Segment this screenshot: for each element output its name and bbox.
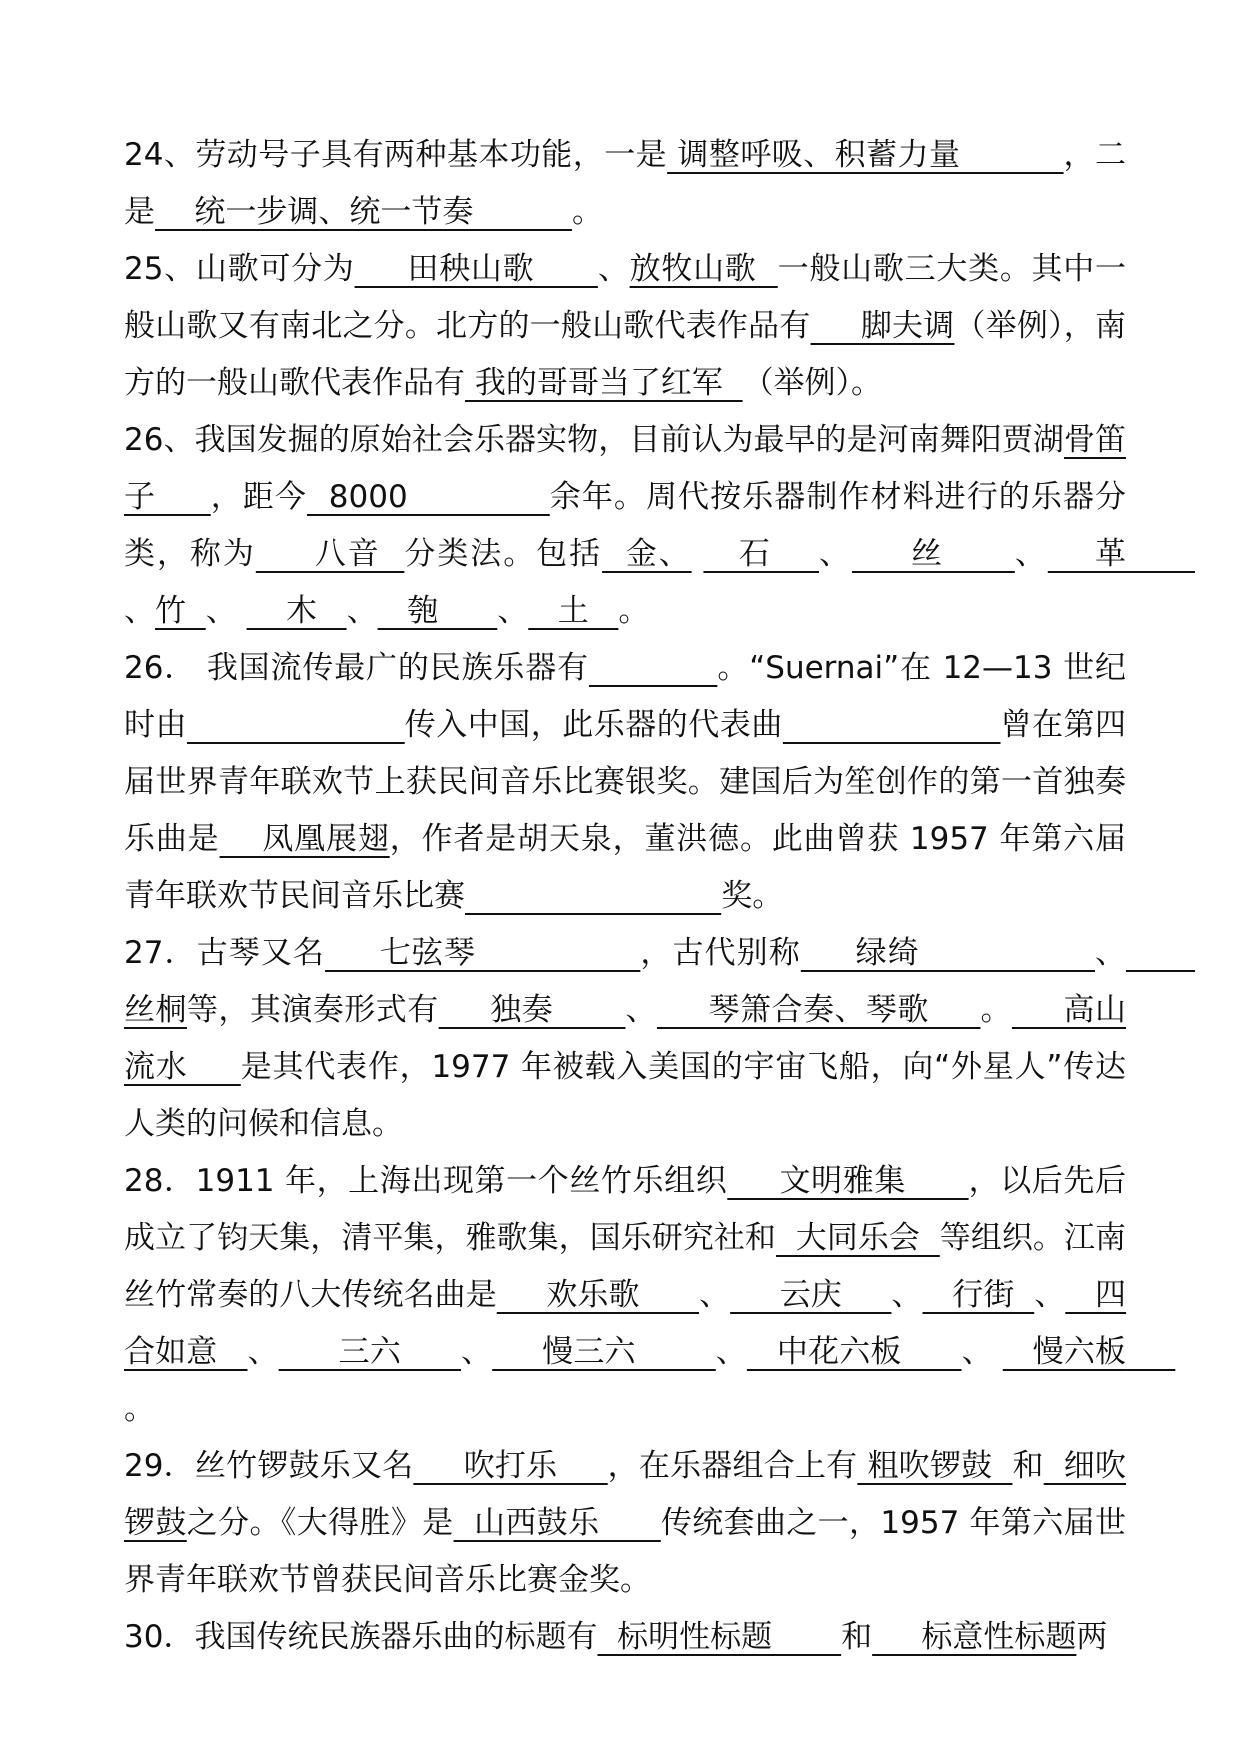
answer-blank: 慢三六 [492, 1334, 716, 1370]
answer-blank: 文明雅集 [727, 1163, 969, 1199]
answer-blank: 三六 [278, 1334, 462, 1370]
question-q26b [124, 640, 1126, 925]
question-q24 [124, 127, 1126, 241]
answer-blank: 细吹锣鼓 [124, 1448, 1127, 1541]
question-text: 分类法。包括 [404, 536, 603, 572]
question-text: 。 [618, 593, 650, 629]
answer-blank: 丝桐 [124, 935, 1195, 1028]
question-text: 曾在第四届世界青年联欢节上获民间音乐比赛银奖。建国后为笙创作的第一首独奏乐曲是 [124, 707, 1127, 857]
question-text: 一般山歌三大类。其中一般山歌又有南北之分。北方的一般山歌代表作品有 [124, 251, 1127, 344]
question-text: 、 [205, 593, 247, 629]
answer-blank: 粗吹锣鼓 [857, 1448, 1013, 1484]
question-text: 、 [961, 1334, 1003, 1370]
question-text: 等，其演奏形式有 [186, 992, 439, 1028]
question-list [124, 127, 1195, 1666]
answer-blank: 高山流水 [124, 992, 1126, 1085]
question-text: ，距今 [210, 479, 307, 515]
answer-blank: 云庆 [730, 1277, 892, 1313]
answer-blank: 行街 [922, 1277, 1035, 1313]
answer-blank: 中花六板 [746, 1334, 962, 1370]
answer-blank: 凤凰展翅 [219, 821, 390, 857]
question-text: 24、劳动号子具有两种基本功能，一是 [124, 137, 668, 173]
question-text: 30．我国传统民族器乐曲的标题有 [124, 1619, 598, 1655]
question-text: 和 [1012, 1448, 1044, 1484]
question-text: ，作者是胡天泉，董洪德。此曲曾获 1957 年第六届青年联欢节民间音乐比赛 [124, 821, 1126, 914]
question-text: 、 [597, 251, 630, 287]
question-text: 28．1911 年，上海出现第一个丝竹乐组织 [124, 1163, 728, 1199]
question-text: 传入中国，此乐器的代表曲 [404, 707, 783, 743]
answer-blank: 吹打乐 [413, 1448, 608, 1484]
answer-blank [783, 707, 1001, 743]
answer-blank: 七弦琴 [325, 935, 641, 971]
question-text: 。“Suernai”在 12—13 世纪时由 [124, 650, 1126, 743]
question-text: 25、山歌可分为 [124, 251, 355, 287]
question-text: 是其代表作，1977 年被载入美国的宇宙飞船，向“外星人”传达人类的问候和信息。 [124, 1049, 1126, 1142]
question-text: 。 [124, 1391, 155, 1427]
answer-blank: 欢乐歌 [496, 1277, 700, 1313]
answer-blank: 丝 [852, 536, 1015, 572]
question-q27 [124, 925, 1195, 1153]
answer-blank: 8000 [306, 479, 550, 515]
answer-blank: 绿绮 [800, 935, 1095, 971]
answer-blank: 标明性标题 [597, 1619, 842, 1655]
answer-blank: 木 [246, 593, 347, 629]
answer-blank: 土 [528, 593, 619, 629]
answer-blank: 调整呼吸、积蓄力量 [667, 137, 1064, 173]
question-text: 、 [346, 593, 378, 629]
question-text: 两 [1076, 1619, 1108, 1655]
question-text: （举例）。 [742, 365, 883, 401]
question-text [692, 536, 704, 572]
question-text: 26． 我国流传最广的民族乐器有 [124, 650, 589, 686]
answer-blank: 四合如意 [124, 1277, 1127, 1370]
question-text: 、 [461, 1334, 493, 1370]
question-text: 、 [1095, 935, 1126, 971]
question-text: 传统套曲之一，1957 年第六届世界青年联欢节曾获民间音乐比赛金奖。 [124, 1505, 1127, 1598]
question-q25 [124, 241, 1126, 412]
answer-blank: 匏 [377, 593, 498, 629]
question-text: ，在乐器组合上有 [607, 1448, 858, 1484]
question-text: 和 [841, 1619, 873, 1655]
answer-blank: 我的哥哥当了红军 [465, 365, 743, 401]
question-text: 、 [699, 1277, 731, 1313]
answer-blank [187, 707, 405, 743]
answer-blank: 琴箫合奏、琴歌 [656, 992, 981, 1028]
question-text: 。 [571, 194, 603, 230]
question-text: 余年。周代按乐器制作材料进行的乐器分类，称为 [124, 479, 1127, 572]
answer-blank: 竹 [155, 593, 206, 629]
answer-blank: 八音 [255, 536, 405, 572]
answer-blank: 统一步调、统一节奏 [155, 194, 572, 230]
answer-blank [465, 878, 721, 914]
question-text: 、 [1014, 536, 1048, 572]
question-text: 、 [715, 1334, 747, 1370]
answer-blank: 石 [703, 536, 820, 572]
question-text: 29．丝竹锣鼓乐又名 [124, 1448, 414, 1484]
question-text: 、 [819, 536, 852, 572]
question-text: 、 [247, 1334, 279, 1370]
question-text: （举例），南方的一般山歌代表作品有 [124, 308, 1126, 401]
answer-blank: 慢六板 [1002, 1334, 1176, 1370]
answer-blank: 革 [1047, 536, 1195, 572]
question-text: ，二是 [124, 137, 1126, 230]
question-text: 27．古琴又名 [124, 935, 326, 971]
question-q30 [124, 1609, 1126, 1666]
answer-blank: 脚夫调 [810, 308, 955, 344]
question-text: 、 [625, 992, 657, 1028]
answer-blank: 标意性标题 [872, 1619, 1077, 1655]
answer-blank: 放牧山歌 [629, 251, 778, 287]
answer-blank: 独奏 [438, 992, 626, 1028]
answer-blank: 大同乐会 [775, 1220, 940, 1256]
question-text: 等组织。江南丝竹常奏的八大传统名曲是 [124, 1220, 1127, 1313]
answer-blank: 骨笛子 [124, 422, 1127, 515]
question-text: 、 [1034, 1277, 1066, 1313]
question-text: 、 [891, 1277, 923, 1313]
answer-blank [589, 650, 717, 686]
question-text: 之分。《大得胜》是 [186, 1505, 454, 1541]
question-text: 奖。 [721, 878, 784, 914]
question-q26a [124, 412, 1195, 640]
question-text: 26、我国发掘的原始社会乐器实物，目前认为最早的是河南舞阳贾湖 [124, 422, 1064, 458]
question-text: ，古代别称 [640, 935, 801, 971]
answer-blank: 田秧山歌 [354, 251, 598, 287]
answer-blank: 山西鼓乐 [453, 1505, 661, 1541]
question-q29 [124, 1438, 1126, 1609]
question-text: 。 [980, 992, 1012, 1028]
question-q28 [124, 1153, 1176, 1438]
question-text: ，以后先后成立了钧天集，清平集，雅歌集，国乐研究社和 [124, 1163, 1126, 1256]
question-text: 、 [497, 593, 529, 629]
answer-blank: 金、 [602, 536, 692, 572]
question-text: 、 [124, 593, 155, 629]
